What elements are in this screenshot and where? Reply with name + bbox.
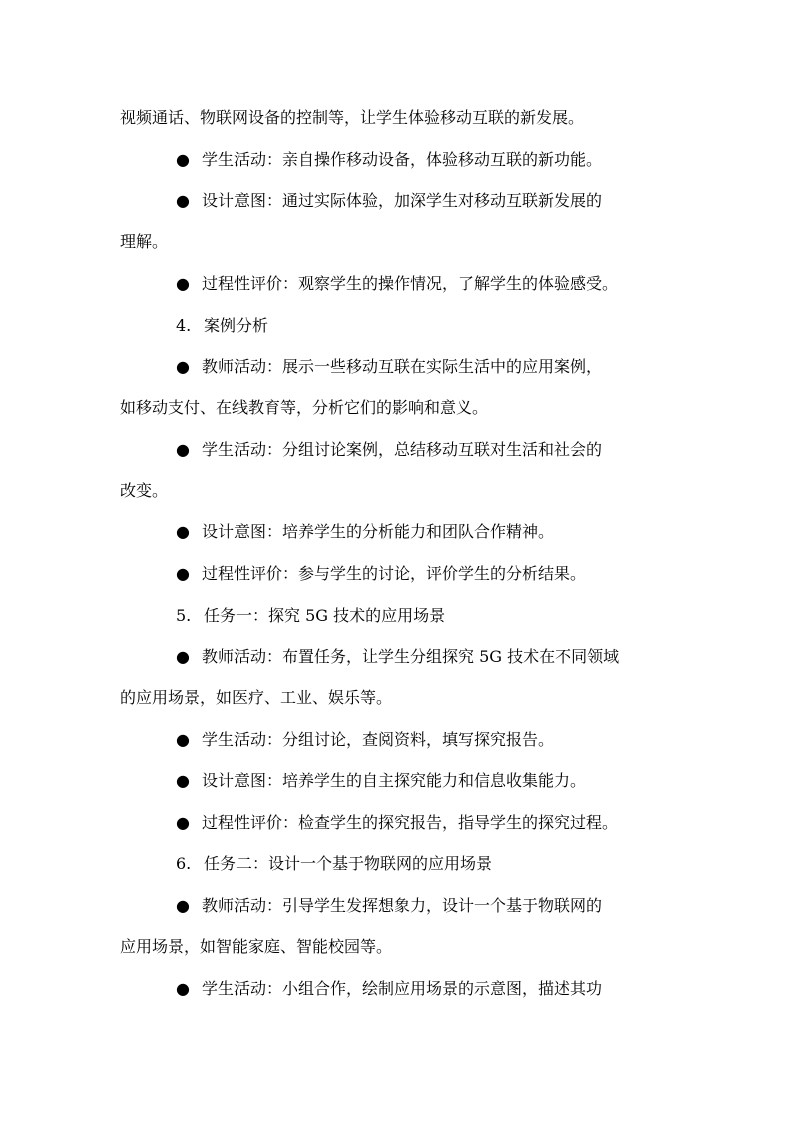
bullet-icon: ● (176, 730, 190, 749)
bullet-item (176, 896, 736, 916)
section-number: 5. (176, 606, 192, 625)
bullet-item (176, 522, 736, 542)
text-line: 如移动支付、在线教育等，分析它们的影响和意义。 (120, 398, 489, 417)
bullet-text: 学生活动：小组合作，绘制应用场景的示意图，描述其功 (202, 979, 603, 998)
bullet-item (176, 771, 736, 791)
bullet-text: 学生活动：分组讨论，查阅资料，填写探究报告。 (202, 730, 555, 749)
bullet-text: 学生活动：亲自操作移动设备，体验移动互联的新功能。 (202, 150, 603, 169)
section-number: 6. (176, 854, 192, 873)
bullet-text: 教师活动：展示一些移动互联在实际生活中的应用案例， (202, 357, 603, 376)
bullet-icon: ● (176, 564, 190, 583)
bullet-item (176, 730, 736, 750)
text-line: 视频通话、物联网设备的控制等，让学生体验移动互联的新发展。 (120, 108, 585, 127)
bullet-text: 过程性评价：检查学生的探究报告，指导学生的探究过程。 (202, 813, 619, 832)
section-heading (176, 606, 736, 626)
text-line: 改变。 (120, 481, 169, 500)
bullet-item (176, 440, 736, 460)
bullet-icon: ● (176, 357, 190, 376)
section-title: 任务二：设计一个基于物联网的应用场景 (204, 854, 493, 873)
section-title: 任务一：探究 5G 技术的应用场景 (204, 606, 446, 625)
bullet-item (176, 979, 736, 999)
bullet-text: 过程性评价：观察学生的操作情况，了解学生的体验感受。 (202, 274, 619, 293)
bullet-item (176, 191, 736, 211)
bullet-item (176, 274, 736, 294)
bullet-icon: ● (176, 150, 190, 169)
bullet-text: 设计意图：通过实际体验，加深学生对移动互联新发展的 (202, 191, 603, 210)
text-line: 的应用场景，如医疗、工业、娱乐等。 (120, 688, 393, 707)
bullet-text: 过程性评价：参与学生的讨论，评价学生的分析结果。 (202, 564, 587, 583)
bullet-text: 教师活动：布置任务，让学生分组探究 5G 技术在不同领域 (202, 647, 620, 666)
bullet-icon: ● (176, 979, 190, 998)
bullet-item (176, 813, 736, 833)
bullet-icon: ● (176, 771, 190, 790)
bullet-icon: ● (176, 813, 190, 832)
bullet-text: 学生活动：分组讨论案例，总结移动互联对生活和社会的 (202, 440, 603, 459)
bullet-icon: ● (176, 522, 190, 541)
section-heading (176, 316, 736, 336)
text-line: 应用场景，如智能家庭、智能校园等。 (120, 937, 393, 956)
bullet-icon: ● (176, 274, 190, 293)
section-title: 案例分析 (204, 316, 269, 335)
text-line: 理解。 (120, 232, 169, 251)
bullet-item (176, 647, 736, 667)
bullet-icon: ● (176, 440, 190, 459)
bullet-icon: ● (176, 191, 190, 210)
bullet-text: 教师活动：引导学生发挥想象力，设计一个基于物联网的 (202, 896, 603, 915)
bullet-item (176, 564, 736, 584)
section-number: 4. (176, 316, 192, 335)
bullet-icon: ● (176, 647, 190, 666)
bullet-item (176, 357, 736, 377)
section-heading (176, 854, 736, 874)
bullet-text: 设计意图：培养学生的分析能力和团队合作精神。 (202, 522, 555, 541)
bullet-text: 设计意图：培养学生的自主探究能力和信息收集能力。 (202, 771, 587, 790)
bullet-icon: ● (176, 896, 190, 915)
bullet-item (176, 150, 736, 170)
